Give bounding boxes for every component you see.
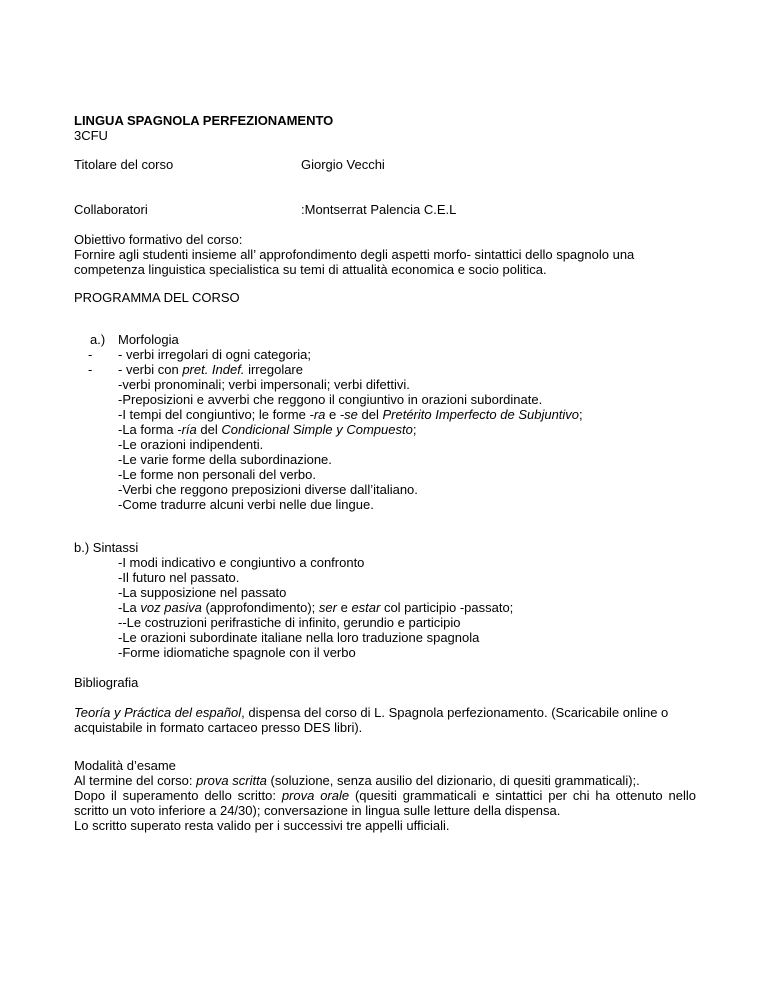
morfologia-line-5: -I tempi del congiuntivo; le forme -ra e -se del Pretérito Imperfecto de Subjuntivo; (118, 407, 583, 422)
modalita-para-3: Lo scritto superato resta valido per i successivi tre appelli ufficiali. (74, 818, 450, 833)
morfologia-line-10: -Verbi che reggono preposizioni diverse dall’italiano. (118, 482, 418, 497)
titolare-value: Giorgio Vecchi (301, 157, 385, 172)
morfologia-bullet-1: - (88, 347, 93, 362)
modalita-heading: Modalità d’esame (74, 758, 176, 773)
modalita-para-2: Dopo il superamento dello scritto: prova orale (quesiti grammaticali e sintattici per chi ha ottenuto nello scritto un voto inferiore a 24/30); conversazione in lingua sulle letture della dispensa. (74, 788, 696, 818)
programma-heading: PROGRAMMA DEL CORSO (74, 290, 240, 305)
morfologia-title: Morfologia (118, 332, 179, 347)
morfologia-line-7: -Le orazioni indipendenti. (118, 437, 264, 452)
morfologia-line-11: -Come tradurre alcuni verbi nelle due lingue. (118, 497, 374, 512)
morfologia-bullet-2: - (88, 362, 93, 377)
sintassi-line-1: -I modi indicativo e congiuntivo a confronto (118, 555, 365, 570)
course-title: LINGUA SPAGNOLA PERFEZIONAMENTO (74, 113, 334, 128)
morfologia-label: a.) (90, 332, 106, 347)
morfologia-line-9: -Le forme non personali del verbo. (118, 467, 317, 482)
bibliografia-entry: Teoría y Práctica del español, dispensa del corso di L. Spagnola perfezionamento. (Scaricabile online o acquistabile in formato cartaceo presso DES libri). (74, 705, 669, 735)
obiettivo-heading: Obiettivo formativo del corso: (74, 232, 243, 247)
morfologia-line-3: -verbi pronominali; verbi impersonali; verbi difettivi. (118, 377, 410, 392)
sintassi-line-7: -Forme idiomatiche spagnole con il verbo (118, 645, 356, 660)
modalita-para-1: Al termine del corso: prova scritta (soluzione, senza ausilio del dizionario, di quesiti grammaticali);. (74, 773, 640, 788)
collaboratori-label: Collaboratori (74, 202, 148, 217)
bibliografia-heading: Bibliografia (74, 675, 139, 690)
morfologia-line-6: -La forma -ría del Condicional Simple y Compuesto; (118, 422, 417, 437)
morfologia-line-4: -Preposizioni e avverbi che reggono il congiuntivo in orazioni subordinate. (118, 392, 543, 407)
sintassi-line-6: -Le orazioni subordinate italiane nella loro traduzione spagnola (118, 630, 480, 645)
course-credits: 3CFU (74, 128, 108, 143)
obiettivo-text: Fornire agli studenti insieme all’ approfondimento degli aspetti morfo- sintattici dello spagnolo una competenza linguistica specialistica su temi di attualità economica e socio politica. (74, 247, 635, 277)
sintassi-title: b.) Sintassi (74, 540, 139, 555)
morfologia-line-2: - verbi con pret. Indef. irregolare (118, 362, 303, 377)
sintassi-line-2: -Il futuro nel passato. (118, 570, 240, 585)
sintassi-line-4: -La voz pasiva (approfondimento); ser e estar col participio -passato; (118, 600, 514, 615)
collaboratori-value: :Montserrat Palencia C.E.L (301, 202, 457, 217)
sintassi-line-3: -La supposizione nel passato (118, 585, 287, 600)
morfologia-line-1: - verbi irregolari di ogni categoria; (118, 347, 311, 362)
morfologia-line-8: -Le varie forme della subordinazione. (118, 452, 332, 467)
titolare-label: Titolare del corso (74, 157, 174, 172)
sintassi-line-5: --Le costruzioni perifrastiche di infinito, gerundio e participio (118, 615, 461, 630)
bibliografia-book-title: Teoría y Práctica del español (74, 705, 242, 720)
